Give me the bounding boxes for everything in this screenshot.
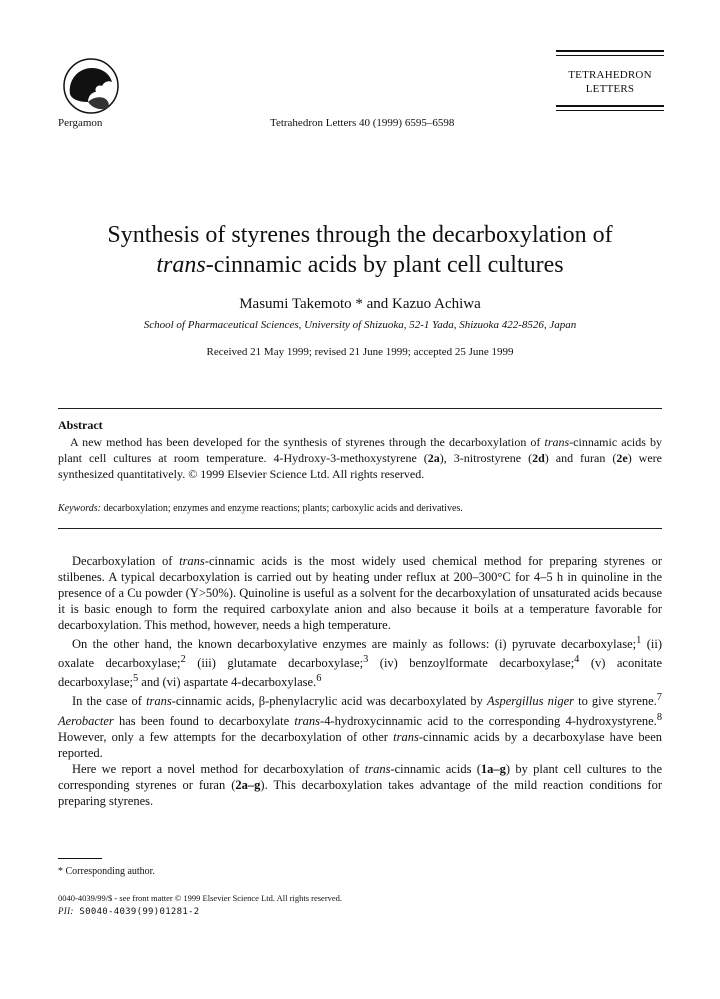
pii-value: S0040-4039(99)01281-2 xyxy=(73,907,200,917)
publisher-name: Pergamon xyxy=(58,117,103,129)
divider xyxy=(58,408,662,409)
abstract-seg: -cinnamic acids by plant cell cultures at room temperature. 4-Hydroxy-3-methoxystyrene ( xyxy=(58,435,662,465)
paragraph xyxy=(58,553,662,633)
article-title xyxy=(60,220,660,280)
keywords xyxy=(58,503,662,514)
authors: Masumi Takemoto * and Kazuo Achiwa xyxy=(239,296,481,312)
text-seg: -cinnamic acids ( xyxy=(390,761,481,776)
italic-seg: Aerobacter xyxy=(58,713,114,728)
text-seg: Decarboxylation of xyxy=(72,554,180,568)
footnote-rule xyxy=(58,858,102,859)
journal-masthead xyxy=(556,50,664,111)
ref-superscript: 8 xyxy=(656,711,663,723)
compound-ref: 2a xyxy=(427,451,440,465)
pii-line xyxy=(58,906,200,917)
title-rest: -cinnamic acids by plant cell cultures xyxy=(205,252,564,278)
ref-superscript: 4 xyxy=(574,654,580,666)
text-seg: and (vi) aspartate 4-decarboxylase. xyxy=(138,675,317,690)
compound-ref: 2d xyxy=(532,451,545,465)
pii-label: PII: xyxy=(58,906,74,916)
text-seg: -4-hydroxycinnamic acid to the corresponding 4-hydroxystyrene. xyxy=(320,713,657,728)
compound-ref: 2a–g xyxy=(235,777,261,792)
journal-name-line2: LETTERS xyxy=(585,83,635,95)
paragraph xyxy=(58,633,662,690)
masthead-rule xyxy=(556,105,664,107)
affiliation: School of Pharmaceutical Sciences, University of Shizuoka, 52-1 Yada, Shizuoka 422-8526, Japan xyxy=(143,319,577,331)
text-seg: to give styrene. xyxy=(573,694,657,709)
text-seg: (ii) oxalate decarboxylase; xyxy=(58,637,662,671)
ref-superscript: 2 xyxy=(180,654,186,666)
title-line-1: Synthesis of styrenes through the decarboxylation of xyxy=(107,222,613,248)
masthead-rule xyxy=(556,110,664,111)
keywords-label: Keywords: xyxy=(58,503,101,514)
ref-superscript: 7 xyxy=(656,692,662,704)
text-seg: -cinnamic acids is the most widely used chemical method for preparing styrenes or stilbenes. A typical decarboxylation is carried out by heating under reflux at 200–300°C for 4–5 h in quinoline in the presence of a Cu powder (Y>50%). Quinoline is useful as a solvent for the decarboxylation of unsaturated acids because it is basic enough to form the required carboxylate anion and also because it boils at a temperature favorable for decarboxylation. This method, however, needs a high temperature. xyxy=(58,554,662,632)
keywords-text: decarboxylation; enzymes and enzyme reactions; plants; carboxylic acids and derivatives. xyxy=(100,503,463,514)
text-seg: (iii) glutamate decarboxylase; xyxy=(185,656,364,671)
paragraph xyxy=(58,761,662,809)
text-seg: ). This decarboxylation takes advantage of the mild reaction conditions for preparing styrenes. xyxy=(58,777,663,808)
italic-seg: trans xyxy=(364,761,391,776)
text-seg: Here we report a novel method for decarboxylation of xyxy=(72,761,365,776)
compound-ref: 1a–g xyxy=(480,761,506,776)
abstract-seg: A new method has been developed for the synthesis of styrenes through the decarboxylation of xyxy=(70,435,545,449)
text-seg: ) by plant cell cultures to the corresponding styrenes or furan ( xyxy=(58,761,662,792)
masthead-rule xyxy=(556,55,664,56)
abstract-seg: ) were synthesized quantitatively. © 1999 Elsevier Science Ltd. All rights reserved. xyxy=(58,451,663,481)
paragraph xyxy=(58,690,662,760)
journal-name-line1: TETRAHEDRON xyxy=(568,69,652,81)
title-line-2 xyxy=(60,250,660,280)
copyright-line: 0040-4039/99/$ - see front matter © 1999 Elsevier Science Ltd. All rights reserved. xyxy=(58,893,343,903)
publisher-logo xyxy=(58,58,124,114)
ref-superscript: 3 xyxy=(363,654,369,666)
abstract-text xyxy=(58,434,662,482)
text-seg: (iv) benzoylformate decarboxylase; xyxy=(368,656,575,671)
text-seg: On the other hand, the known decarboxylative enzymes are mainly as follows: (i) pyruvate decarboxylase; xyxy=(72,637,637,652)
italic-seg: trans xyxy=(146,694,172,709)
ref-superscript: 5 xyxy=(132,673,139,685)
italic-seg: trans xyxy=(393,729,419,744)
text-seg: -cinnamic acids, β-phenylacrylic acid was decarboxylated by xyxy=(171,694,487,709)
abstract-italic: trans xyxy=(544,435,570,449)
compound-ref: 2e xyxy=(616,451,628,465)
ref-superscript: 1 xyxy=(636,635,642,646)
italic-seg: Aspergillus niger xyxy=(487,694,574,709)
text-seg: (v) aconitate decarboxylase; xyxy=(58,656,662,690)
text-seg: -cinnamic acids by a decarboxylase have been reported. xyxy=(58,729,663,760)
italic-seg: trans xyxy=(294,713,321,728)
text-seg: In the case of xyxy=(72,694,147,709)
title-italic: trans xyxy=(156,252,206,278)
abstract-heading: Abstract xyxy=(58,418,103,432)
footnote: * Corresponding author. xyxy=(58,866,155,877)
body-text xyxy=(58,553,662,809)
ref-superscript: 6 xyxy=(316,673,322,685)
divider xyxy=(58,528,662,529)
text-seg: has been found to decarboxylate xyxy=(113,713,295,728)
text-seg: However, only a few attempts for the decarboxylation of other xyxy=(58,729,394,744)
abstract-seg: ) and furan ( xyxy=(544,451,617,465)
italic-seg: trans xyxy=(179,554,205,568)
abstract-seg: ), 3-nitrostyrene ( xyxy=(439,451,533,465)
received-dates: Received 21 May 1999; revised 21 June 1999; accepted 25 June 1999 xyxy=(206,346,514,358)
masthead-rule xyxy=(556,50,664,52)
journal-citation: Tetrahedron Letters 40 (1999) 6595–6598 xyxy=(270,117,455,129)
